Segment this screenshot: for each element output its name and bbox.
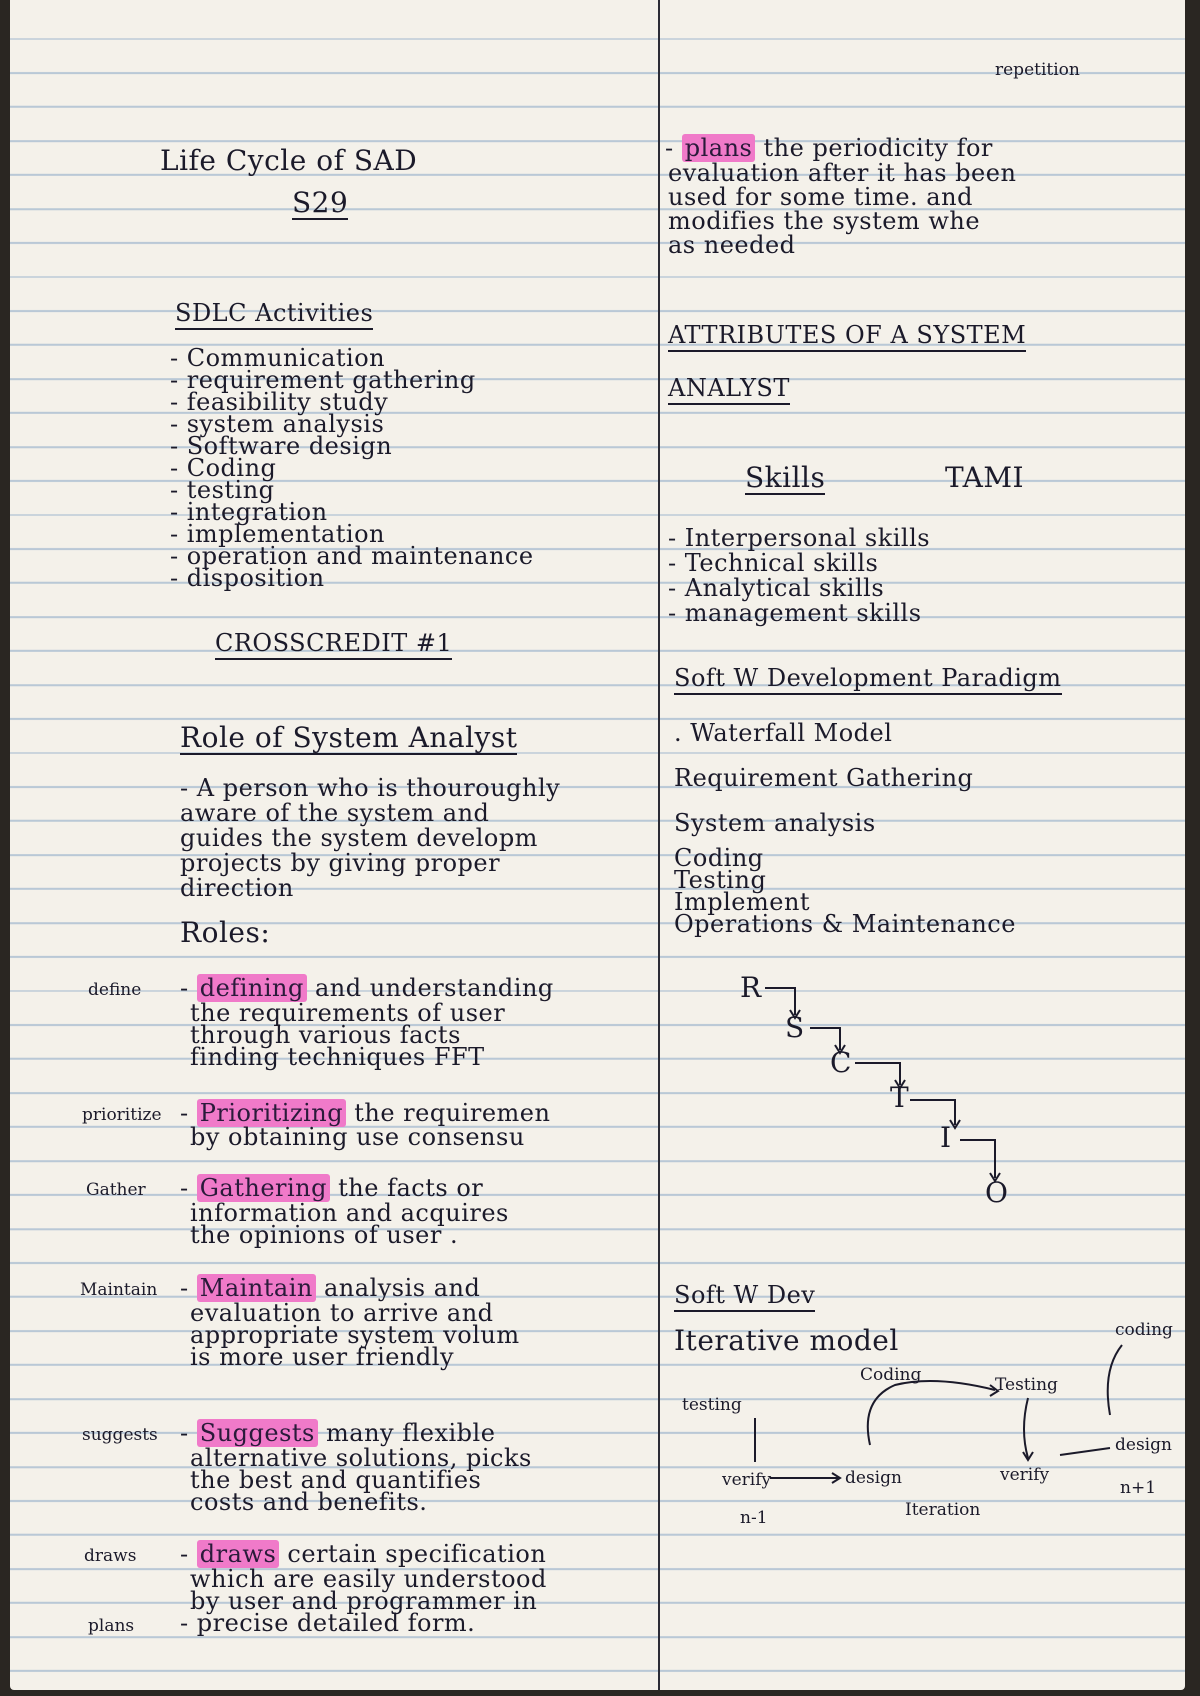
plans-entry: - plans the periodicity for [665,134,993,162]
role-entry-line: the requirements of user [190,999,506,1027]
waterfall-letter-t: T [890,1081,910,1114]
iter-label-coding: Coding [860,1365,922,1385]
role-entry-line: costs and benefits. [190,1488,428,1516]
role-entry: - defining and understanding [180,974,554,1002]
highlighted-keyword: draws [197,1540,280,1568]
plans-entry-line: evaluation after it has been [668,159,1017,187]
list-item: - system analysis [170,410,385,438]
iter-label-testing-left: testing [682,1395,742,1415]
waterfall-letter-o: O [985,1176,1009,1209]
role-entry: - Suggests many flexible [180,1419,496,1447]
attributes-heading: ATTRIBUTES OF A SYSTEM [668,322,1026,352]
role-description-line: aware of the system and [180,799,490,827]
iter-label-iteration: Iteration [905,1500,981,1520]
list-item: - feasibility study [170,388,389,416]
waterfall-step: Operations & Maintenance [674,910,1016,938]
role-entry-line: alternative solutions, picks [190,1444,532,1472]
list-item: - requirement gathering [170,366,476,394]
waterfall-step: Implement [674,888,811,916]
role-entry-line: through various facts [190,1021,461,1049]
soft-dev-heading: Soft W Dev [674,1282,815,1312]
margin-note-suggests: suggests [82,1425,158,1445]
notebook-page [10,0,1185,1690]
waterfall-letter-r: R [740,971,762,1004]
skill-item: - Interpersonal skills [668,524,931,552]
role-entry: - Maintain analysis and [180,1274,481,1302]
iter-label-testing-top: Testing [995,1375,1058,1395]
list-item: - Software design [170,432,393,460]
role-description-line: - A person who is thouroughly [180,774,561,802]
course-code: S29 [292,186,349,219]
margin-note-define: define [88,980,142,1000]
skill-item: - Technical skills [668,549,879,577]
role-entry: - Prioritizing the requiremen [180,1099,551,1127]
waterfall-title: . Waterfall Model [674,719,893,747]
iterative-title: Iterative model [674,1324,899,1357]
iter-label-n-plus: n+1 [1120,1478,1157,1498]
highlighted-keyword: defining [197,974,307,1002]
role-entry-line: finding techniques FFT [190,1043,485,1071]
attributes-heading-2: ANALYST [668,375,790,405]
waterfall-step: Coding [674,844,764,872]
page-title: Life Cycle of SAD [160,144,418,177]
paradigm-heading: Soft W Development Paradigm [674,665,1062,695]
waterfall-step: Testing [674,866,767,894]
repetition-note: repetition [995,60,1080,80]
role-description-line: projects by giving proper [180,849,501,877]
margin-note-plans: plans [88,1616,135,1636]
role-entry-line: the best and quantifies [190,1466,482,1494]
waterfall-step: System analysis [674,809,876,837]
highlighted-keyword: Suggests [197,1419,318,1447]
highlighted-keyword: Prioritizing [197,1099,346,1127]
role-entry-line: evaluation to arrive and [190,1299,494,1327]
highlighted-keyword: Gathering [197,1174,330,1202]
waterfall-letter-c: C [830,1046,852,1079]
role-entry-line: appropriate system volum [190,1321,520,1349]
waterfall-letter-i: I [940,1121,952,1154]
skill-item: - Analytical skills [668,574,885,602]
waterfall-letter-s: S [785,1011,805,1044]
role-entry-line: by user and programmer in [190,1587,538,1615]
role-entry-line: the opinions of user . [190,1221,459,1249]
list-item: - disposition [170,564,325,592]
margin-note-gather: Gather [86,1180,146,1200]
role-description-line: guides the system developm [180,824,538,852]
list-item: - Communication [170,344,386,372]
plans-entry-line: as needed [668,231,796,259]
list-item: - operation and maintenance [170,542,534,570]
skills-label: Skills [745,461,826,494]
highlighted-keyword: plans [682,134,756,162]
plans-entry-line: used for some time. and [668,183,973,211]
role-heading: Role of System Analyst [180,721,518,754]
role-entry-line: is more user friendly [190,1343,454,1371]
plans-entry-line: modifies the system whe [668,207,981,235]
iter-label-coding-top: coding [1115,1320,1173,1340]
role-entry: - Gathering the facts or [180,1174,484,1202]
role-entry-line: information and acquires [190,1199,509,1227]
margin-note-maintain: Maintain [80,1280,158,1300]
margin-note-draws: draws [84,1546,137,1566]
skill-item: - management skills [668,599,922,627]
iter-label-n-minus: n-1 [740,1508,768,1528]
roles-label: Roles: [180,916,271,949]
role-entry-line: which are easily understood [190,1565,547,1593]
list-item: - testing [170,476,275,504]
list-item: - integration [170,498,328,526]
highlighted-keyword: Maintain [197,1274,316,1302]
iterative-arrows [10,0,1185,1690]
role-entry-line: by obtaining use consensu [190,1123,525,1151]
list-item: - implementation [170,520,386,548]
sdlc-heading: SDLC Activities [175,300,373,330]
tami-label: TAMI [945,461,1025,494]
role-description-line: direction [180,874,294,902]
credit-note: CROSSCREDIT #1 [215,630,452,660]
role-entry-line: - precise detailed form. [180,1609,476,1637]
list-item: - Coding [170,454,277,482]
iter-label-design-right: design [1115,1435,1172,1455]
role-entry: - draws certain specification [180,1540,547,1568]
iter-label-verify-left: verify [722,1470,772,1490]
iter-label-design-mid: design [845,1468,902,1488]
iter-label-verify-right: verify [1000,1465,1050,1485]
waterfall-step: Requirement Gathering [674,764,974,792]
margin-note-prioritize: prioritize [82,1105,162,1125]
